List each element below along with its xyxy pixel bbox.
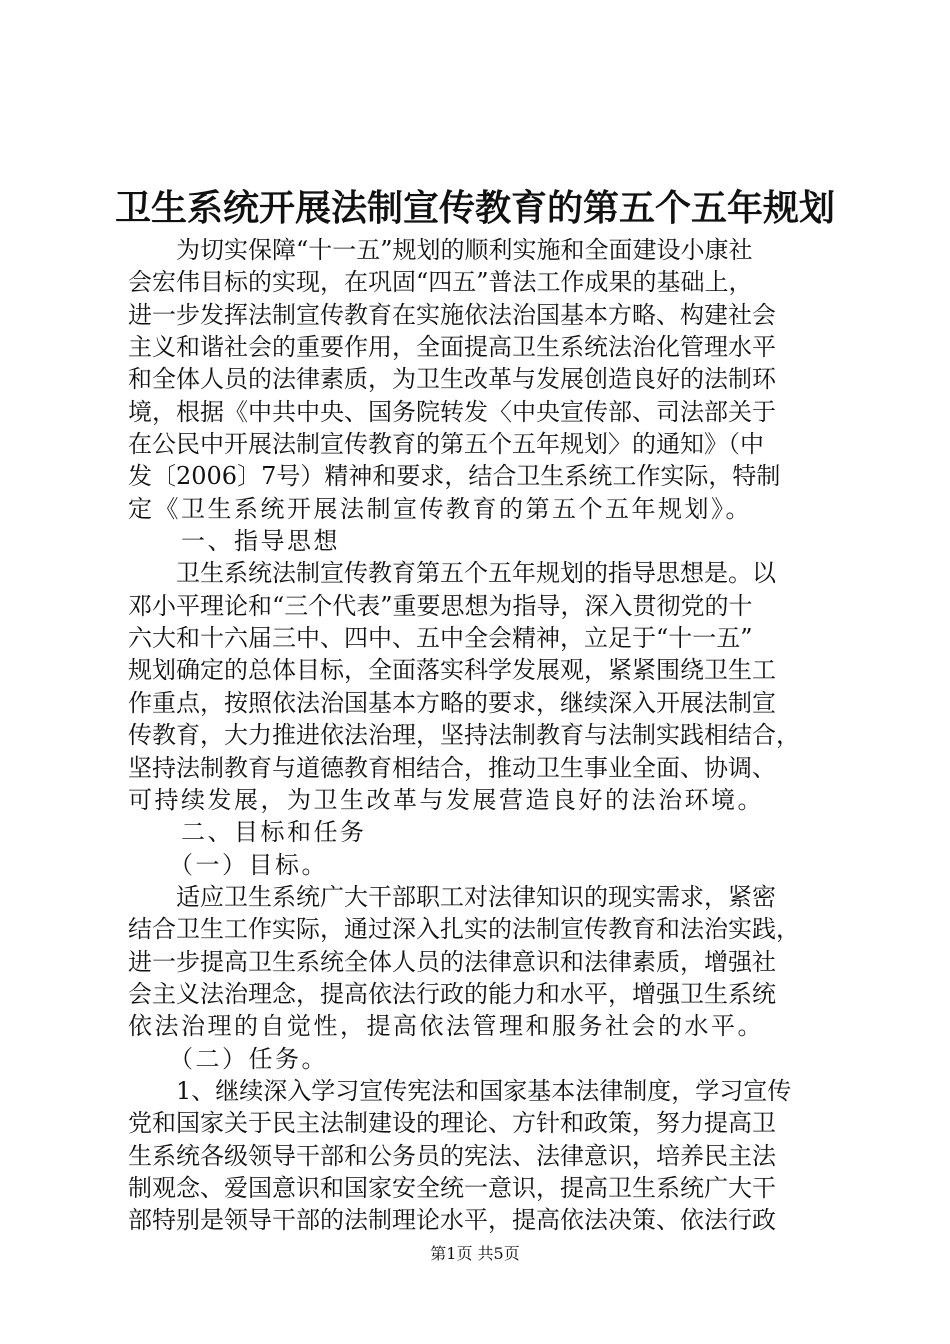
document-body bbox=[128, 234, 840, 1237]
document-title: 卫生系统开展法制宣传教育的第五个五年规划 bbox=[114, 187, 835, 229]
body-text-line: 坚持法制教育与道德教育相结合，推动卫生事业全面、协调、 bbox=[128, 753, 776, 782]
body-text-line: 部特别是领导干部的法制理论水平，提高依法决策、依法行政 bbox=[128, 1206, 776, 1235]
body-text-line: 卫生系统法制宣传教育第五个五年规划的指导思想是。以 bbox=[128, 559, 776, 588]
body-text-line: 和全体人员的法律素质，为卫生改革与发展创造良好的法制环 bbox=[128, 365, 776, 394]
body-text-line: 为切实保障“十一五”规划的顺利实施和全面建设小康社 bbox=[128, 236, 753, 264]
body-text-line: 境，根据《中共中央、国务院转发〈中央宣传部、司法部关于 bbox=[128, 397, 776, 426]
body-text-line: 定《卫生系统开展法制宣传教育的第五个五年规划》。 bbox=[128, 494, 752, 523]
body-text-line: 制观念、爱国意识和国家安全统一意识，提高卫生系统广大干 bbox=[128, 1173, 776, 1202]
body-text-line: 二、目标和任务 bbox=[128, 818, 367, 847]
body-text-line: 作重点，按照依法治国基本方略的要求，继续深入开展法制宣 bbox=[128, 688, 776, 717]
body-text-line: 传教育，大力推进依法治理，坚持法制教育与法制实践相结合， bbox=[128, 721, 800, 750]
body-text-line: 可持续发展，为卫生改革与发展营造良好的法治环境。 bbox=[128, 785, 764, 814]
body-text-line: 六大和十六届三中、四中、五中全会精神，立足于“十一五” bbox=[128, 624, 753, 653]
body-text-line: 一、指导思想 bbox=[128, 527, 340, 556]
body-text-line: （一）目标。 bbox=[128, 850, 328, 879]
body-text-line: 生系统各级领导干部和公务员的宪法、法律意识，培养民主法 bbox=[128, 1141, 776, 1170]
body-text-line: 党和国家关于民主法制建设的理论、方针和政策，努力提高卫 bbox=[128, 1109, 776, 1138]
body-text-line: 适应卫生系统广大干部职工对法律知识的现实需求，紧密 bbox=[128, 882, 776, 911]
body-text-line: 在公民中开展法制宣传教育的第五个五年规划〉的通知》（中 bbox=[128, 430, 764, 459]
page-footer: 第1页 共5页 bbox=[430, 1244, 520, 1263]
body-text-line: 依法治理的自觉性，提高依法管理和服务社会的水平。 bbox=[128, 1012, 764, 1041]
body-text-line: 会主义法治理念，提高依法行政的能力和水平，增强卫生系统 bbox=[128, 979, 776, 1008]
body-text-line: 进一步发挥法制宣传教育在实施依法治国基本方略、构建社会 bbox=[128, 300, 776, 329]
body-text-line: 会宏伟目标的实现，在巩固“四五”普法工作成果的基础上， bbox=[128, 268, 753, 297]
body-text-line: 发〔2006〕7号）精神和要求，结合卫生系统工作实际，特制 bbox=[128, 462, 781, 491]
body-text-line: （二）任务。 bbox=[128, 1044, 328, 1073]
body-text-line: 邓小平理论和“三个代表”重要思想为指导，深入贯彻党的十 bbox=[128, 591, 753, 620]
body-text-line: 规划确定的总体目标，全面落实科学发展观，紧紧围绕卫生工 bbox=[128, 656, 776, 685]
body-text-line: 进一步提高卫生系统全体人员的法律意识和法律素质，增强社 bbox=[128, 947, 776, 976]
body-text-line: 主义和谐社会的重要作用，全面提高卫生系统法治化管理水平 bbox=[128, 333, 776, 362]
body-text-line: 结合卫生工作实际，通过深入扎实的法制宣传教育和法治实践， bbox=[128, 915, 800, 944]
body-text-line: 1、继续深入学习宣传宪法和国家基本法律制度，学习宣传 bbox=[128, 1076, 792, 1105]
